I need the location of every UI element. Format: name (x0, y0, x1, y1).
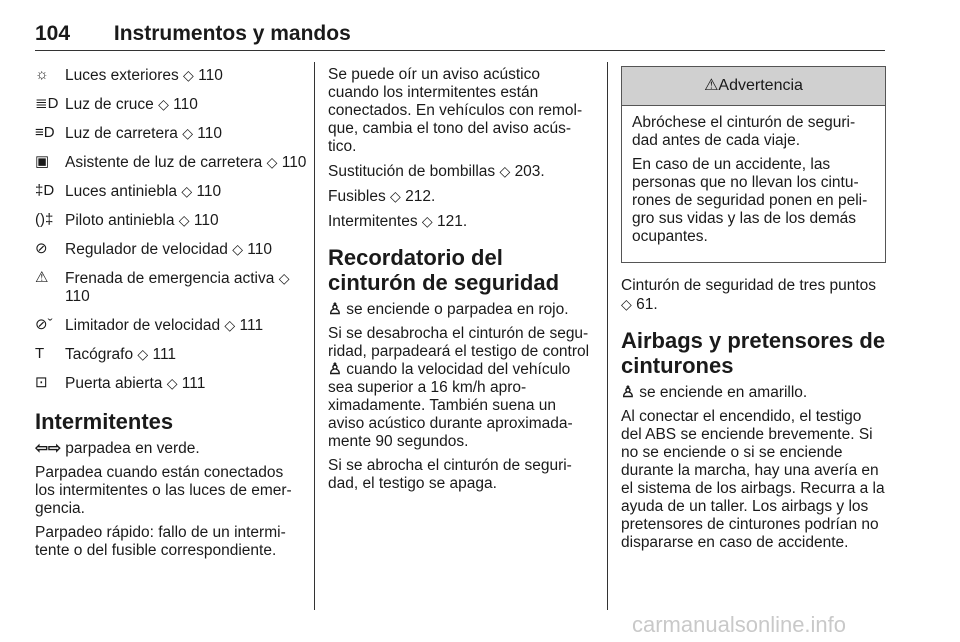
ref-link[interactable]: 110 (198, 67, 223, 84)
page-title: Instrumentos y mandos (113, 22, 351, 45)
column-divider-2 (607, 62, 608, 610)
ref-symbol-icon: ◇ (232, 241, 243, 257)
ref-symbol-icon: ◇ (158, 96, 169, 112)
warning-box (621, 66, 886, 263)
indicator-item (35, 374, 307, 393)
ref-link[interactable]: 61. (636, 296, 658, 313)
ref-symbol-icon: ◇ (183, 67, 194, 83)
paragraph: Al conectar el encendido, el testigo del ABS se enciende brevemente. Si no se enciende o si se enciende durante la marcha, hay una avería en el sistema de los airbags. Recurra a la ayuda de un taller. Los airbags y los pretensores de cinturones podrían no dispararse en caso de accidente. (621, 408, 885, 551)
indicator-item (35, 182, 307, 201)
indicator-item (35, 316, 307, 335)
section-lead: ♙ se enciende o parpadea en rojo. (328, 301, 569, 318)
indicator-text: Tacógrafo ◇ 111 (65, 346, 177, 363)
indicator-text: Asistente de luz de carretera ◇ 110 (65, 154, 307, 171)
section-lead: ♙ se enciende en amarillo. (621, 384, 808, 401)
ref-link[interactable]: 121. (437, 213, 468, 230)
cruise-control-icon: ⊘ (35, 240, 48, 257)
ref-symbol-icon: ◇ (137, 346, 149, 362)
seatbelt-icon: ♙ (328, 301, 342, 318)
ref-symbol-icon: ◇ (499, 163, 511, 179)
page-number: 104 (35, 22, 71, 45)
warning-paragraph: Abróchese el cinturón de seguri-dad antes de cada viaje. (632, 114, 856, 149)
indicator-text: Limitador de velocidad ◇ 111 (65, 317, 264, 334)
ref-symbol-icon: ◇ (182, 125, 193, 141)
ref-link[interactable]: 110 (196, 183, 222, 200)
indicator-item (35, 124, 307, 143)
ref-symbol-icon: ◇ (421, 213, 433, 229)
paragraph: Se puede oír un aviso acústico cuando los intermitentes están conectados. En vehículos con remol-que, cambia el tono del aviso acús-tico. (328, 66, 583, 155)
warning-icon: ⚠ (704, 77, 719, 94)
fog-lights-icon: ‡D (35, 182, 55, 199)
ref-link[interactable]: 212. (405, 188, 436, 205)
ref-symbol-icon: ◇ (181, 183, 193, 199)
indicator-item (35, 240, 307, 259)
ref-line: Fusibles ◇ 212. (328, 188, 436, 205)
indicator-item (35, 66, 307, 85)
ref-symbol-icon: ◇ (166, 375, 178, 391)
indicator-item (35, 153, 307, 172)
ref-link[interactable]: 110 (247, 241, 272, 258)
door-open-icon: ⊡ (35, 374, 48, 391)
emergency-braking-icon: ⚠ (35, 269, 49, 286)
ref-line: Sustitución de bombillas ◇ 203. (328, 163, 545, 180)
ref-link[interactable]: 110 (197, 125, 222, 142)
column-divider-1 (314, 62, 315, 610)
ref-link[interactable]: 110 (281, 154, 307, 171)
high-beam-assist-icon: ▣ (35, 153, 50, 170)
ref-symbol-icon: ◇ (390, 188, 401, 204)
section-title-intermitentes: Intermitentes (35, 409, 174, 434)
section-lead: ⇦⇨ parpadea en verde. (35, 440, 200, 457)
indicator-text: Frenada de emergencia activa ◇ 110 (65, 270, 290, 305)
indicator-text: Luces exteriores ◇ 110 (65, 67, 223, 84)
ref-symbol-icon: ◇ (621, 296, 632, 312)
indicator-list (35, 66, 307, 393)
indicator-item (35, 95, 307, 114)
ref-line: Cinturón de seguridad de tres puntos ◇ 61. (621, 277, 877, 313)
ref-link[interactable]: 110 (65, 288, 90, 305)
header-rule (35, 50, 885, 51)
speed-limiter-icon: ⊘ˇ (35, 316, 53, 333)
ref-line: Intermitentes ◇ 121. (328, 213, 468, 230)
paragraph: Si se desabrocha el cinturón de segu-ridad, parpadeará el testigo de control ♙ cuando la velocidad del vehículo sea superior a 16 km/h apro-ximadamente. También suena un aviso acústico durante aproximada-mente 90 segundos. (328, 325, 590, 450)
warning-paragraph: En caso de un accidente, las personas que no llevan los cintu-rones de seguridad ponen en peli-gro sus vidas y las de los demás ocupantes. (632, 156, 868, 245)
indicator-text: Regulador de velocidad ◇ 110 (65, 241, 272, 258)
airbag-icon: ♙ (621, 384, 635, 401)
section-title-airbags: Airbags y pretensores de cinturones (621, 328, 886, 378)
warning-header (622, 67, 885, 106)
column-1 (35, 66, 307, 566)
ref-link[interactable]: 110 (173, 96, 198, 113)
paragraph: Parpadea cuando están conectados los intermitentes o las luces de emer-gencia. (35, 464, 292, 517)
indicator-text: Puerta abierta ◇ 111 (65, 375, 206, 392)
ref-symbol-icon: ◇ (178, 212, 190, 228)
ref-link[interactable]: 111 (152, 346, 177, 363)
ref-symbol-icon: ◇ (266, 154, 278, 170)
turn-signal-icon: ⇦⇨ (35, 440, 61, 457)
indicator-item (35, 269, 307, 306)
seatbelt-icon: ♙ (328, 361, 342, 378)
indicator-text: Luz de carretera ◇ 110 (65, 125, 222, 142)
exterior-lights-icon: ☼ (35, 66, 49, 83)
indicator-text: Piloto antiniebla ◇ 110 (65, 212, 219, 229)
page-header (35, 22, 351, 46)
low-beam-icon: ≣D (35, 95, 59, 112)
rear-fog-light-icon: ()‡ (35, 211, 54, 228)
ref-link[interactable]: 110 (193, 212, 219, 229)
ref-link[interactable]: 111 (239, 317, 264, 334)
indicator-text: Luz de cruce ◇ 110 (65, 96, 198, 113)
warning-body (622, 106, 885, 262)
ref-symbol-icon: ◇ (224, 317, 236, 333)
column-3 (621, 66, 886, 558)
watermark: carmanualsonline.info (632, 612, 847, 637)
tachograph-icon: T (35, 345, 45, 362)
warning-title: Advertencia (718, 77, 803, 94)
column-2 (328, 66, 593, 499)
ref-link[interactable]: 203. (514, 163, 545, 180)
ref-symbol-icon: ◇ (278, 270, 290, 286)
paragraph: Parpadeo rápido: fallo de un intermi-tente o del fusible correspondiente. (35, 524, 286, 559)
indicator-item (35, 211, 307, 230)
high-beam-icon: ≡D (35, 124, 55, 141)
indicator-text: Luces antiniebla ◇ 110 (65, 183, 222, 200)
section-title-seatbelt: Recordatorio del cinturón de seguridad (328, 245, 560, 295)
indicator-item (35, 345, 307, 364)
paragraph: Si se abrocha el cinturón de seguri-dad, el testigo se apaga. (328, 457, 572, 492)
ref-link[interactable]: 111 (181, 375, 206, 392)
